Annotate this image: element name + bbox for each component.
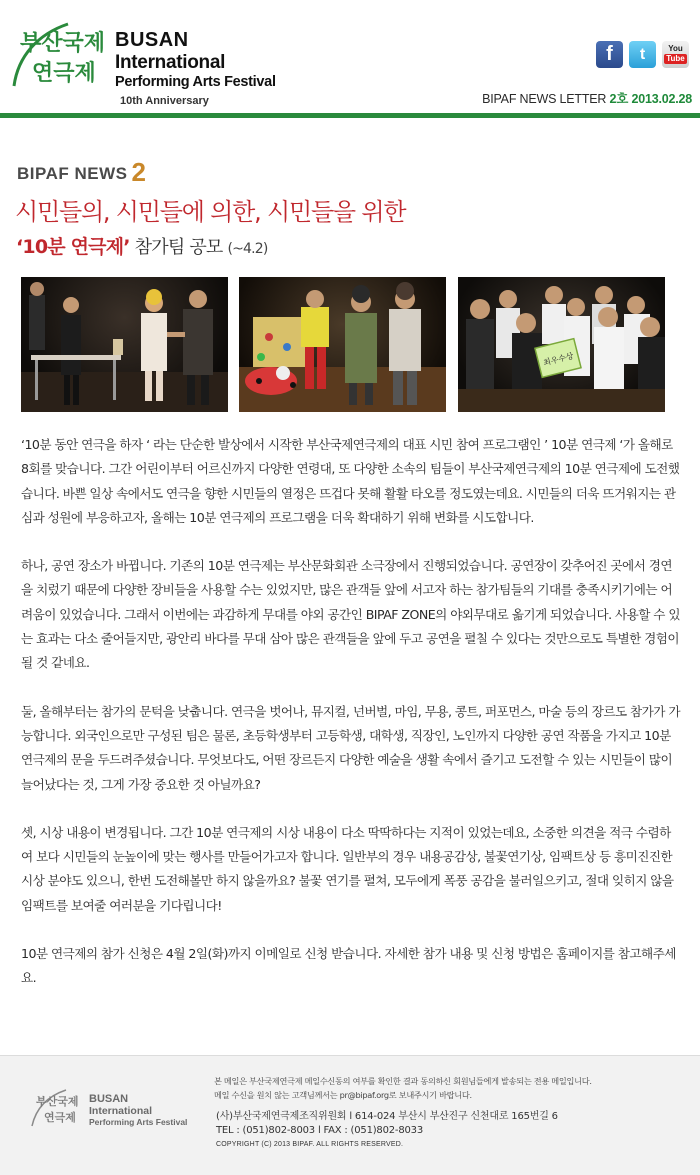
paragraph-5: 10분 연극제의 참가 신청은 4월 2일(화)까지 이메일로 신청 받습니다. 자세한 참가 내용 및 신청 방법은 홈페이지를 참고해주세요. <box>21 946 676 986</box>
newsletter-footer <box>0 1055 700 1175</box>
section-label: BIPAF NEWS 2 <box>17 157 147 187</box>
footer-logo[interactable] <box>30 1088 195 1128</box>
logo-en-line3: Performing Arts Festival <box>115 74 276 90</box>
headline: 시민들의, 시민들에 의한, 시민들을 위한 <box>15 198 406 226</box>
footer-logo-kr-line1: 부산국제 <box>36 1095 79 1108</box>
subhead-deadline: (~4.2) <box>227 241 268 257</box>
issue-date: 2013.02.28 <box>631 92 692 106</box>
logo-kr-line1: 부산국제 <box>20 31 106 56</box>
logo-en-line2: International <box>115 52 226 73</box>
youtube-icon[interactable]: You Tube <box>662 41 689 68</box>
newsletter-header <box>0 0 700 115</box>
contact-info <box>216 1110 558 1152</box>
issue-number: 2호 <box>609 92 629 106</box>
anniversary-label: 10th Anniversary <box>120 95 209 107</box>
photo-winning-team <box>458 277 665 412</box>
mail-notice <box>214 1075 592 1102</box>
twitter-icon[interactable]: t <box>629 41 656 68</box>
notice-line-1: 본 메일은 부산국제연극제 메일수신동의 여부를 확인한 결과 동의하신 회원님들에게 발송되는 전용 메일입니다. <box>214 1076 592 1086</box>
festival-logo[interactable] <box>8 16 308 111</box>
paragraph-4: 셋, 시상 내용이 변경됩니다. 그간 10분 연극제의 시상 내용이 다소 딱딱하다는 지적이 있었는데요, 소중한 의견을 적극 수렴하여 보다 시민들의 눈높이에 맞는 행사를 만들어가고자 합니다. 일반부의 경우 내용공감상, 불꽃연기상, 임팩트상 등 흥미진진한 시상 분야도 있으니, 한번 도전해볼만 하지 않을까요? 불꽃 연기를 펼쳐, 모두에게 폭풍 공감을 불러일으키고, 절대 잊히지 않을 임팩트를 보여줄 여러분을 기다립니다! <box>21 824 674 913</box>
header-divider <box>0 113 700 118</box>
logo-wordmark <box>115 30 276 90</box>
award-sign: 최우수상 <box>542 351 575 368</box>
social-links <box>596 41 689 68</box>
paragraph-3: 둘, 올해부터는 참가의 문턱을 낮춥니다. 연극을 벗어나, 뮤지컬, 넌버벌, 마임, 무용, 콩트, 퍼포먼스, 마술 등의 장르도 참가가 가능합니다. 외국인으로만 구성된 팀은 물론, 초등학생부터 고등학생, 대학생, 직장인, 노인까지 다양한 공연 작품을 가지고 10분 연극제의 문을 두드려주셨습니다. 무엇보다도, 어떤 장르든지 다양한 예술을 생활 속에서 즐기고 도전할 수 있는 시민들이 많이 늘어났다는 것, 그게 가장 중요한 것 아닐까요? <box>21 703 680 792</box>
section-number: 2 <box>131 157 147 187</box>
notice-line-2: 메일 수신을 원치 않는 고객님께서는 pr@bipaf.org로 보내주시기 바랍니다. <box>214 1089 472 1100</box>
logo-en-line1: BUSAN <box>115 29 189 51</box>
facebook-icon[interactable]: f <box>596 41 623 68</box>
footer-logo-kr-line2: 연극제 <box>44 1111 76 1124</box>
photo-award-handshake <box>21 277 228 412</box>
footer-logo-mark <box>30 1088 90 1128</box>
logo-mark <box>8 16 118 94</box>
issue-info <box>482 89 692 107</box>
newsletter-label: BIPAF NEWS LETTER <box>482 92 607 106</box>
subhead-accent: ‘10분 연극제’ <box>16 236 130 258</box>
paragraph-2: 하나, 공연 장소가 바뀝니다. 기존의 10분 연극제는 부산문화회관 소극장에서 진행되었습니다. 공연장이 갖추어진 곳에서 경연을 치렀기 때문에 다양한 장비들을 사용할 수는 있었지만, 많은 관객들 앞에 서고자 하는 참가팀들의 기대를 충족시키기에는 어려움이 있었습니다. 그래서 이번에는 과감하게 무대를 야외 공간인 BIPAF ZONE의 야외무대로 옮기게 되었습니다. 사용할 수 있는 효과는 다소 줄어들지만, 광안리 바다를 무대 삼아 많은 관객들을 앞에 두고 공연을 펼칠 수 있다는 것만으로도 특별한 경험이 될 것 같네요. <box>21 558 680 671</box>
phone-fax: TEL : (051)802-8003 l FAX : (051)802-8033 <box>216 1125 423 1136</box>
subheadline <box>16 232 268 259</box>
subhead-text: 참가팀 공모 <box>134 237 223 258</box>
paragraph-1: ‘10분 동안 연극을 하자 ‘ 라는 단순한 발상에서 시작한 부산국제연극제의 대표 시민 참여 프로그램인 ’ 10분 연극제 ‘가 올해로 8회를 맞습니다. 그간 어린이부터 어르신까지 다양한 연령대, 또 다양한 소속의 팀들이 부산국제연극제의 10분 연극제에 도전했습니다. 바쁜 일상 속에서도 연극을 향한 시민들의 열정은 뜨겁다 못해 활활 타오를 정도였는데요. 시민들의 더욱 뜨거워지는 관심과 성원에 부응하고자, 올해는 10분 연극제의 프로그램을 더욱 확대하기 위해 변화를 시도합니다. <box>21 437 680 525</box>
photo-stage-performance <box>239 277 446 412</box>
footer-logo-wordmark: BUSAN International Performing Arts Festival <box>89 1093 188 1127</box>
logo-kr-line2: 연극제 <box>32 61 96 86</box>
copyright: COPYRIGHT (C) 2013 BIPAF. ALL RIGHTS RESERVED. <box>216 1141 404 1148</box>
article-body <box>21 433 681 1015</box>
address: (사)부산국제연극제조직위원회 l 614-024 부산시 부산진구 신천대로 165번길 6 <box>216 1111 558 1122</box>
